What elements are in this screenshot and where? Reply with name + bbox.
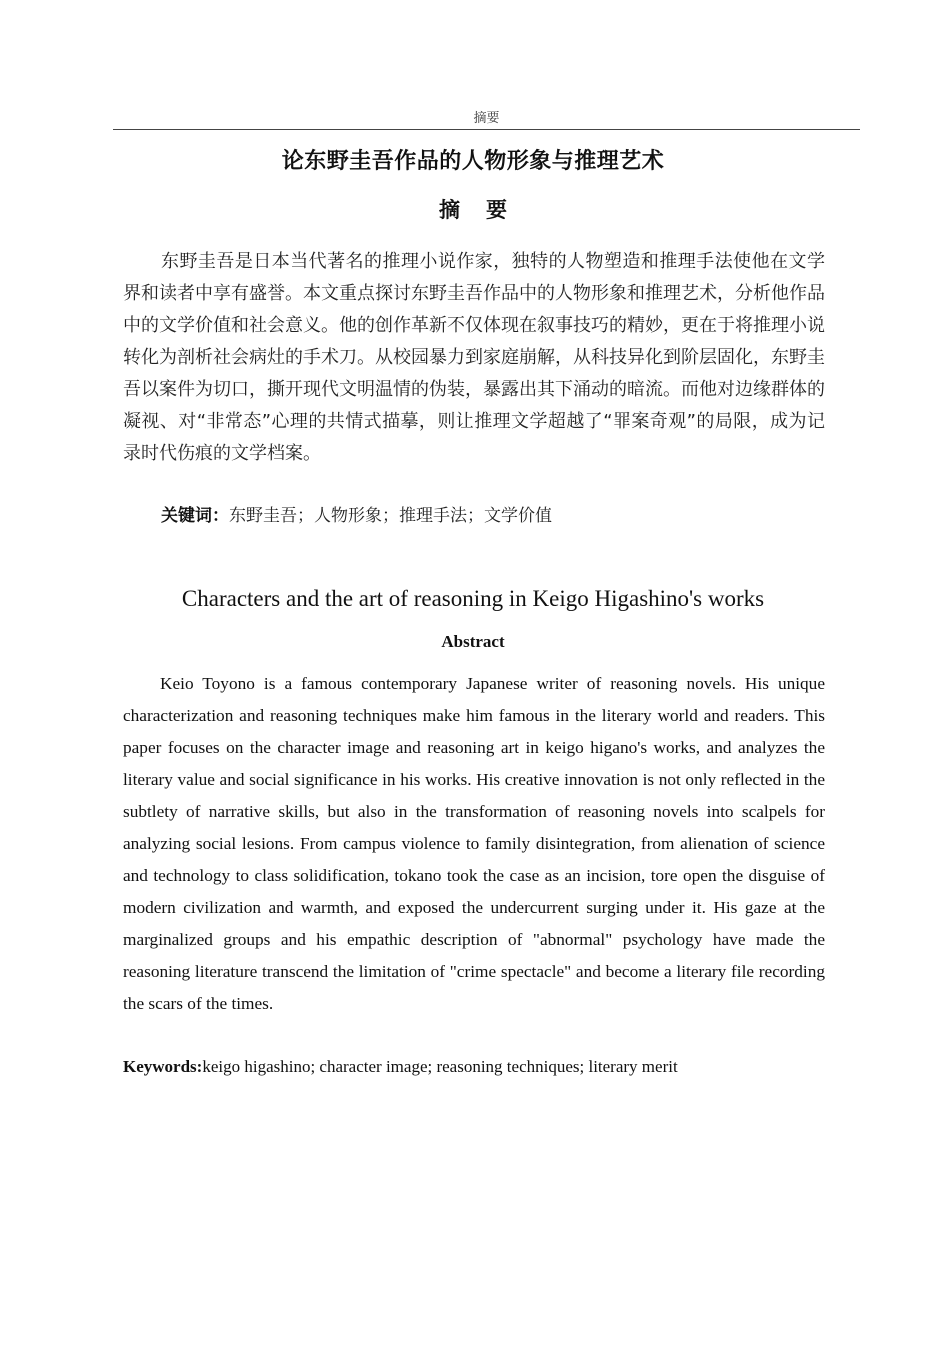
english-paper-title: Characters and the art of reasoning in Keigo Higashino's works xyxy=(181,586,765,611)
chinese-paper-title: 论东野圭吾作品的人物形象与推理艺术 xyxy=(281,149,665,174)
chinese-abstract-heading xyxy=(113,194,833,226)
running-header: 摘要 xyxy=(473,111,500,126)
english-abstract-body: Keio Toyono is a famous contemporary Japanese writer of reasoning novels. His unique characterization and reasoning techniques make him famous in the literary world and readers. This paper focuses on the character image and reasoning art in keigo higano's works, and analyzes the literary value and social significance in his works. His creative innovation is not only reflected in the subtlety of narrative skills, but also in the transformation of reasoning novels into scalpels for analyzing social lesions. From campus violence to family disintegration, from alienation of science and technology to class solidification, tokano took the case as an incision, tore open the disguise of modern civilization and warmth, and exposed the undercurrent surging under it. His gaze at the marginalized groups and his empathic description of "abnormal" psychology have made the reasoning literature transcend the limitation of "crime spectacle" and become a literary file recording the scars of the times. xyxy=(123,674,825,1013)
english-keywords xyxy=(123,1053,678,1081)
english-keywords-list: keigo higashino; character image; reasoning techniques; literary merit xyxy=(202,1057,678,1076)
header-rule-divider xyxy=(113,129,860,130)
chinese-abstract-body: 东野圭吾是日本当代著名的推理小说作家，独特的人物塑造和推理手法使他在文学界和读者中享有盛誉。本文重点探讨东野圭吾作品中的人物形象和推理艺术，分析他作品中的文学价值和社会意义。他的创作革新不仅体现在叙事技巧的精妙，更在于将推理小说转化为剖析社会病灶的手术刀。从校园暴力到家庭崩解，从科技异化到阶层固化，东野圭吾以案件为切口，撕开现代文明温情的伪装，暴露出其下涌动的暗流。而他对边缘群体的凝视、对“非常态”心理的共情式描摹，则让推理文学超越了“罪案奇观”的局限，成为记录时代伤痕的文学档案。 xyxy=(123,251,825,464)
chinese-abstract-heading-char-1: 摘 xyxy=(439,198,460,222)
chinese-keywords-label: 关键词： xyxy=(161,506,229,526)
english-abstract-heading: Abstract xyxy=(441,632,505,651)
english-keywords-label: Keywords: xyxy=(123,1057,203,1076)
chinese-keywords-list: 东野圭吾；人物形象；推理手法；文学价值 xyxy=(229,506,552,526)
chinese-abstract-heading-char-2: 要 xyxy=(486,198,507,222)
chinese-keywords xyxy=(161,502,552,530)
